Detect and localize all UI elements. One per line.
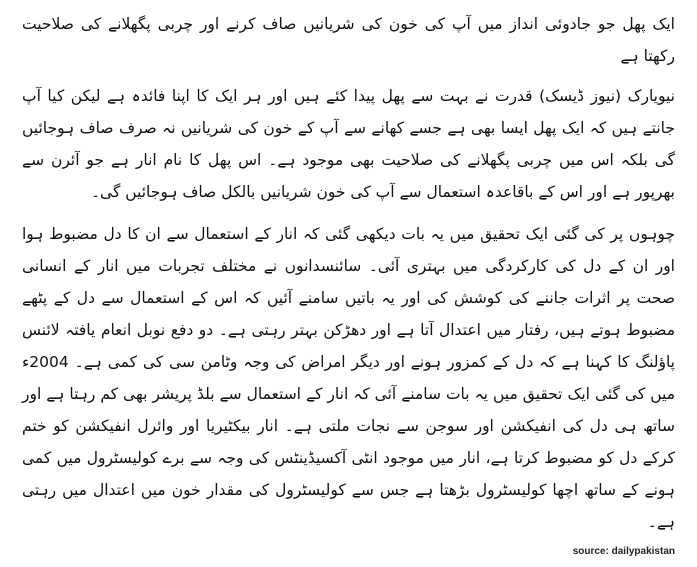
article-paragraph-1: نیویارک (نیوز ڈیسک) قدرت نے بہت سے پھل پیدا کئے ہیں اور ہر ایک کا اپنا فائدہ ہے لیکن کیا آپ جانتے ہیں کہ ایک پھل ایسا بھی ہے جسے کھانے سے آپ کے خون کی شریانیں نہ صرف صاف ہوجائیں گی بلکہ اس میں چربی پگھلانے کی صلاحیت بھی موجود ہے۔ اس پھل کا نام انار ہے جو آئرن سے بھرپور ہے اور اس کے باقاعدہ استعمال سے آپ کی خون شریانیں بالکل صاف ہوجائیں گی۔ [22,87,675,201]
source-credit: source: dailypakistan [572,546,675,557]
article-headline: ایک پھل جو جادوئی انداز میں آپ کی خون کی شریانیں صاف کرنے اور چربی پگھلانے کی صلاحیت رکھتا ہے [22,15,675,65]
article [22,8,675,548]
article-paragraph-2: چوہوں پر کی گئی ایک تحقیق میں یہ بات دیکھی گئی کہ انار کے استعمال سے ان کا دل مضبوط ہوا اور ان کے دل کی کارکردگی میں بہتری آئی۔ سائنسدانوں نے مختلف تجربات میں انار کے انسانی صحت پر اثرات جاننے کی کوشش کی اور یہ باتیں سامنے آئیں کہ اس کے استعمال سے دل کے پٹھے مضبوط ہوتے ہیں، رفتار میں اعتدال آتا ہے اور دھڑکن بہتر رہتی ہے۔ دو دفع نوبل انعام یافتہ لائنس پاؤلنگ کا کہنا ہے کہ دل کے کمزور ہونے اور دیگر امراض کی وجہ وٹامن سی کی کمی ہے۔ 2004ء میں کی گئی ایک تحقیق میں یہ بات سامنے آئی کہ انار کے استعمال سے بلڈ پریشر بھی کم رہتا ہے اور ساتھ ہی دل کی انفیکشن اور سوجن سے نجات ملتی ہے۔ انار بیکٹیریا اور وائرل انفیکشن کو ختم کرکے دل کو مضبوط کرتا ہے، انار میں موجود انٹی آکسیڈینٹس کی وجہ سے برے کولیسٹرول میں کمی ہونے کے ساتھ اچھا کولیسٹرول بڑھتا ہے جس سے کولیسٹرول کی مقدار خون میں اعتدال میں رہتی ہے۔ [22,225,675,531]
